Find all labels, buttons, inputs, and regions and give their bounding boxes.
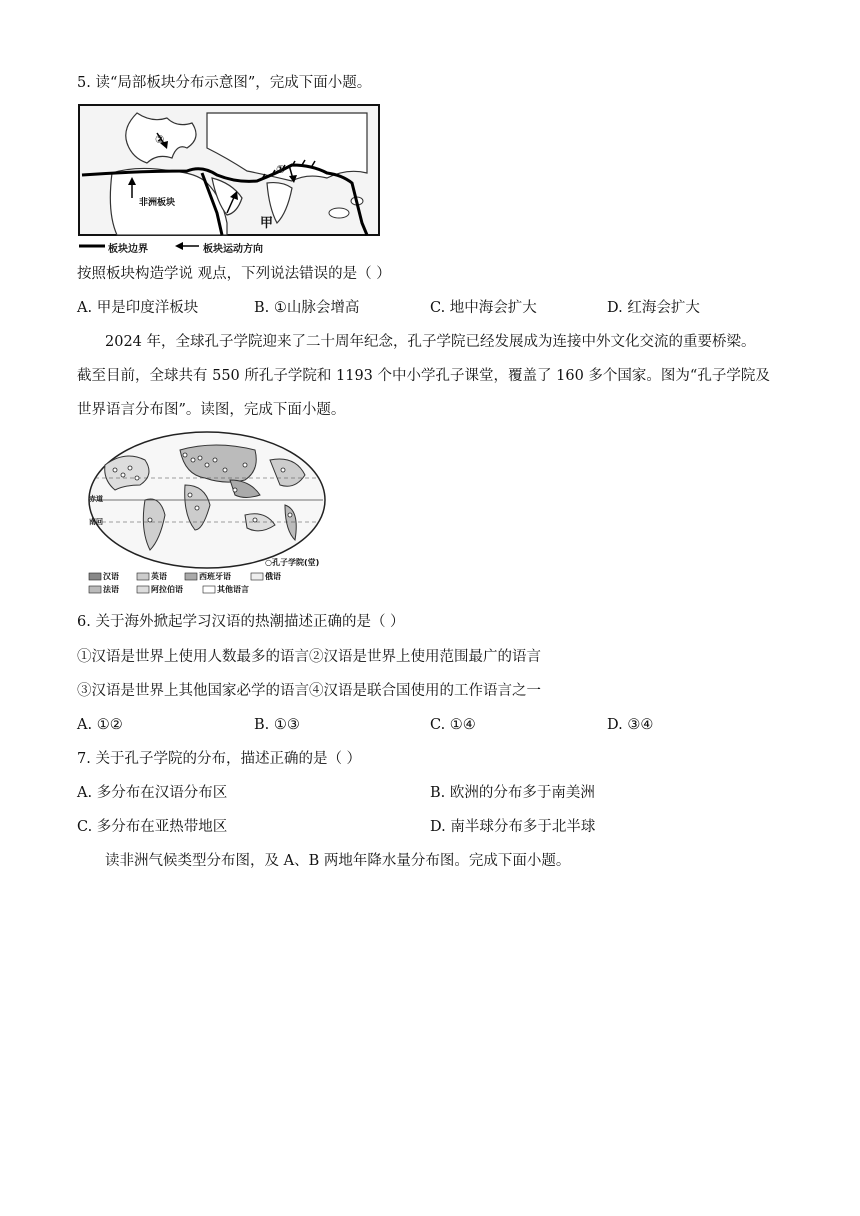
label-2: ②: [155, 133, 165, 146]
q6-statements-1: ①汉语是世界上使用人数最多的语言②汉语是世界上使用范围最广的语言: [77, 649, 541, 665]
q5-option-a: A. 甲是印度洋板块: [77, 300, 199, 316]
tropic-label: 南回: [89, 518, 103, 526]
q7-option-a: A. 多分布在汉语分布区: [77, 785, 228, 801]
label-1: ①: [276, 163, 286, 176]
intro2-line-2: 截至目前，全球共有 550 所孔子学院和 1193 个中小学孔子课堂，覆盖了 160 多个国家。图为“孔子学院及: [77, 368, 770, 384]
q7-stem: 7. 关于孔子学院的分布，描述正确的是（ ）: [77, 751, 362, 767]
intro2-line-3: 世界语言分布图”。读图，完成下面小题。: [77, 402, 346, 418]
legend-spanish: 西班牙语: [199, 572, 231, 581]
intro2-line-1: 2024 年，全球孔子学院迎来了二十周年纪念，孔子学院已经发展成为连接中外文化交流的重要桥梁。: [105, 334, 756, 350]
jia-label: 甲: [260, 216, 274, 231]
legend-motion: 板块运动方向: [203, 244, 263, 255]
legend-other: 其他语言: [217, 585, 249, 594]
q5-option-c: C. 地中海会扩大: [430, 300, 537, 316]
intro3: 读非洲气候类型分布图，及 A、B 两地年降水量分布图。完成下面小题。: [105, 853, 571, 869]
legend-french: 法语: [103, 585, 119, 594]
q7-option-c: C. 多分布在亚热带地区: [77, 819, 228, 835]
q6-option-b: B. ①③: [254, 717, 300, 733]
q6-option-d: D. ③④: [607, 717, 654, 733]
institute-point-label: ○孔子学院(堂): [265, 558, 320, 567]
q5-option-d: D. 红海会扩大: [607, 300, 700, 316]
q6-option-c: C. ①④: [430, 717, 476, 733]
equator-label: 赤道: [89, 495, 103, 503]
q7-option-d: D. 南半球分布多于北半球: [430, 819, 596, 835]
q5-stem: 5. 读“局部板块分布示意图”，完成下面小题。: [77, 75, 372, 91]
legend-chinese: 汉语: [103, 572, 119, 581]
language-map-figure: [85, 430, 330, 600]
plate-map: [77, 103, 382, 255]
africa-plate-label: 非洲板块: [139, 198, 176, 208]
legend-english: 英语: [151, 572, 167, 581]
q6-statements-2: ③汉语是世界上其他国家必学的语言④汉语是联合国使用的工作语言之一: [77, 683, 541, 699]
legend-boundary: 板块边界: [108, 244, 148, 255]
q5-option-b: B. ①山脉会增高: [254, 300, 360, 316]
plate-map-figure: [77, 103, 382, 255]
legend-arabic: 阿拉伯语: [151, 585, 183, 594]
q7-option-b: B. 欧洲的分布多于南美洲: [430, 785, 595, 801]
legend-russian: 俄语: [265, 572, 281, 581]
q6-option-a: A. ①②: [77, 717, 123, 733]
q6-stem: 6. 关于海外掀起学习汉语的热潮描述正确的是（ ）: [77, 614, 405, 630]
q5-question: 按照板块构造学说 观点，下列说法错误的是（ ）: [77, 266, 391, 282]
